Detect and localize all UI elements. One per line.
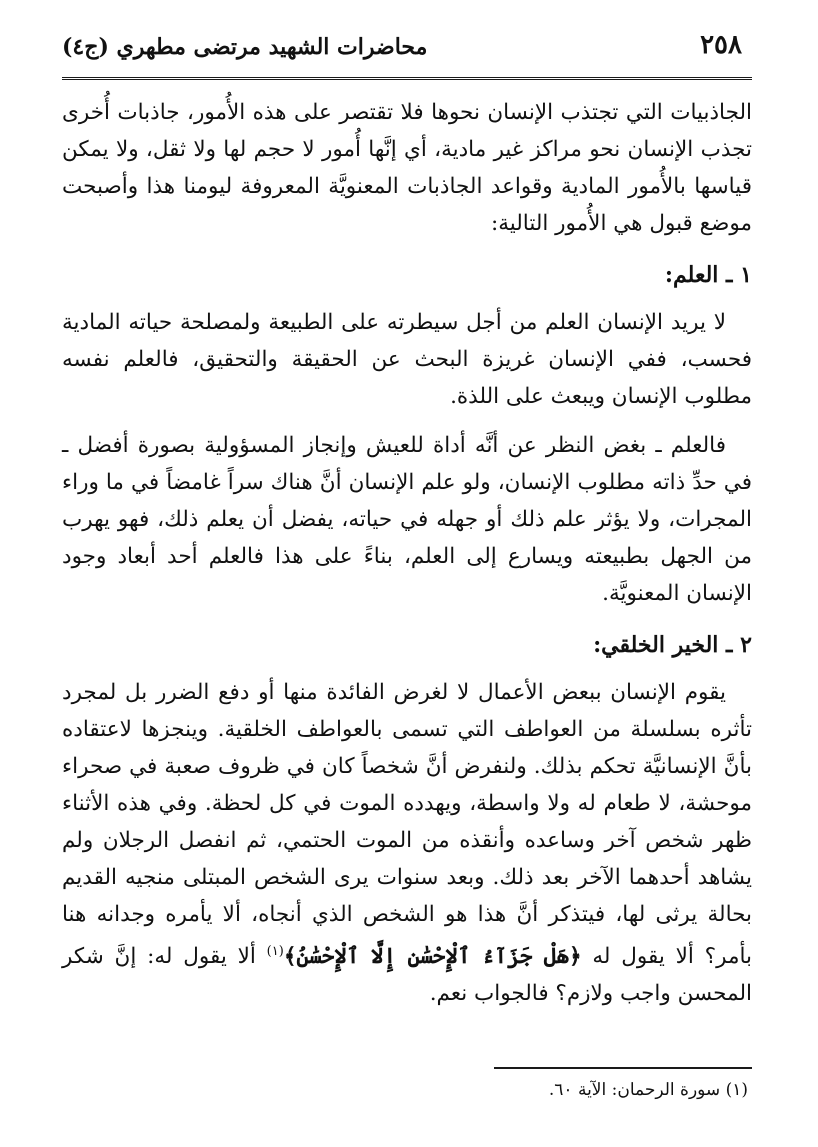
footnote: (١) سورة الرحمان: الآية ٦٠.: [548, 1080, 748, 1100]
quran-verse: ﴿هَلْ جَزَآءُ ٱلْإِحْسَٰنِ إِلَّا ٱلْإِحْسَٰنُ﴾: [283, 944, 582, 970]
section-heading-moral-good: ٢ ـ الخير الخلقي:: [593, 632, 752, 658]
paragraph: فالعلم ـ بغض النظر عن أنَّه أداة للعيش وإنجاز المسؤولية بصورة أفضل ـ في حدِّ ذاته مطلوب الإنسان، ولو علم الإنسان أنَّ هناك سراً غامضاً في ما وراء المجرات، ولا يؤثر علم ذلك أو جهله في حياته، يفضل أن يعلم ذلك، فهو يهرب من الجهل بطبيعته ويسارع إلى العلم، بناءً على هذا فالعلم أحد أبعاد وجود الإنسان المعنويَّة.: [62, 433, 752, 606]
body-text: [62, 94, 752, 1012]
intro-paragraph: الجاذبيات التي تجتذب الإنسان نحوها فلا تقتصر على هذه الأُمور، جاذبات أُخرى تجذب الإنسان نحو مراكز غير مادية، أي إنَّها أُمور لا حجم لها ولا ثقل، ولا يمكن قياسها بالأُمور المادية وقواعد الجاذبات المعنويَّة المعروفة ليومنا هذا وأصبحت موضع قبول هي الأُمور التالية:: [62, 100, 752, 236]
paragraph-text: يقوم الإنسان ببعض الأعمال لا لغرض الفائدة منها أو دفع الضرر بل لمجرد تأثره بسلسلة من العواطف التي تسمى بالعواطف الخلقية. وينجزها لاعتقاده بأنَّ الإنسانيَّة تحكم بذلك. ولنفرض أنَّ شخصاً كان في ظروف صعبة في صحراء موحشة، لا طعام له ولا واسطة، ويهدده الموت في كل لحظة. وفي هذه الأثناء ظهر شخص آخر وساعده وأنقذه من الموت الحتمي، ثم انفصل الرجلان ولم يشاهد أحدهما الآخر بعد ذلك. وبعد سنوات يرى الشخص المبتلى منجيه القديم بحالة يرثى لها، فيتذكر أنَّ هذا هو الشخص الذي أنجاه، ألا يأمره وجدانه هنا بأمر؟ ألا يقول له: [62, 680, 752, 970]
page-header: [62, 0, 752, 80]
section-heading-science: ١ ـ العلم:: [664, 262, 752, 288]
running-title: محاضرات الشهيد مرتضى مطهري (ج٤): [62, 34, 428, 60]
footnote-divider: [494, 1067, 752, 1069]
paragraph: لا يريد الإنسان العلم من أجل سيطرته على الطبيعة ولمصلحة حياته المادية فحسب، ففي الإنسان غريزة البحث عن الحقيقة والتحقيق، فالعلم نفسه مطلوب الإنسان ويبعث على اللذة.: [62, 310, 752, 409]
paragraph-text: ألا يقول له: إنَّ شكر المحسن واجب ولازم؟ فالجواب نعم.: [62, 944, 752, 1007]
page-number: ٢٥٨: [700, 30, 742, 60]
footnote-reference: (١): [266, 944, 284, 959]
paragraph-with-quote: [62, 674, 752, 1012]
